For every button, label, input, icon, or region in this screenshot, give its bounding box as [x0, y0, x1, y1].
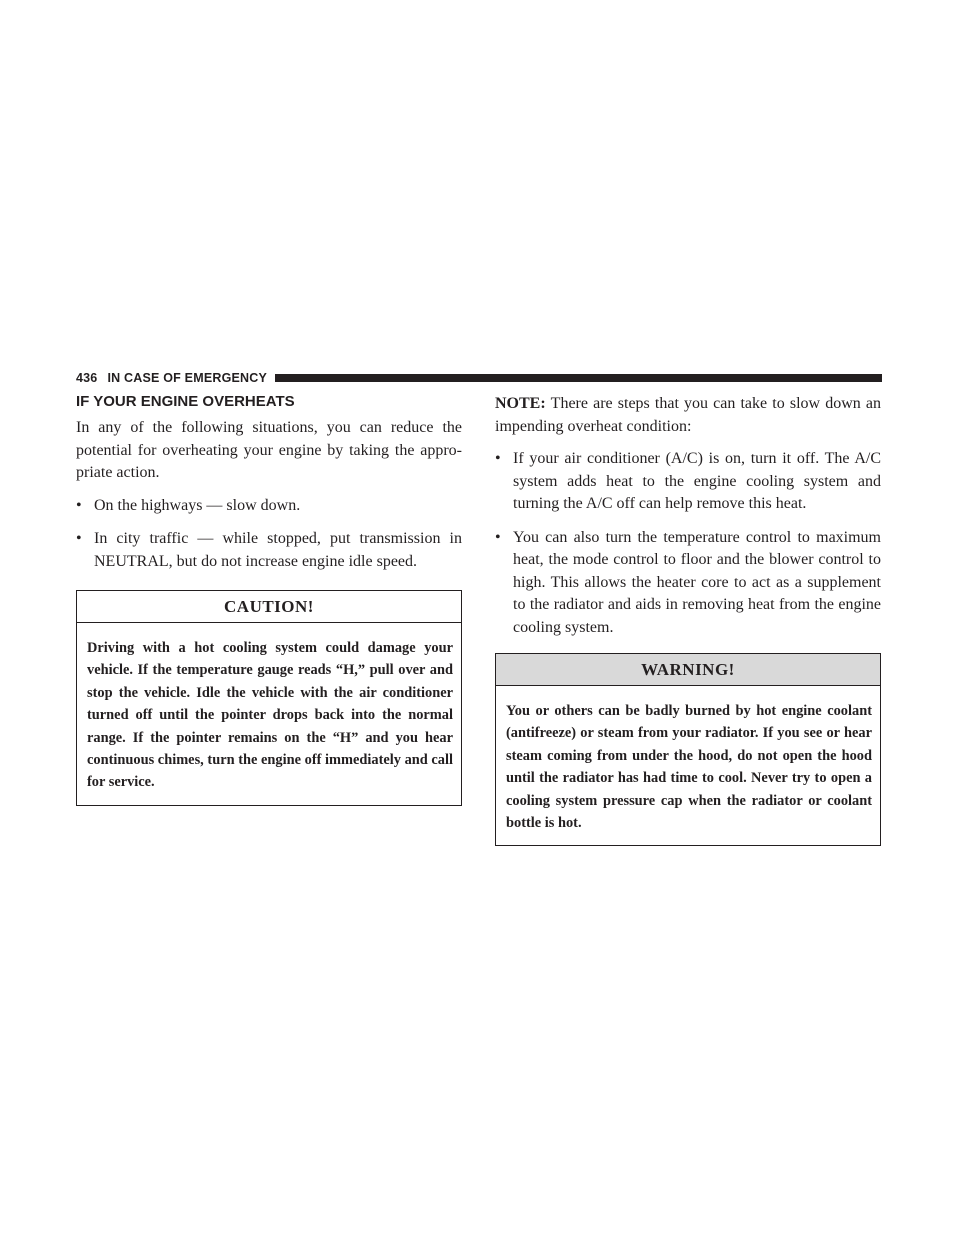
bullet-icon: •: [76, 530, 82, 547]
warning-title: WARNING!: [496, 654, 880, 686]
list-item-text: In city traffic — while stopped, put transmission in NEUTRAL, but do not increase engine idle speed.: [94, 530, 462, 570]
note-label: NOTE:: [495, 395, 546, 412]
caution-box: [76, 590, 462, 806]
overheat-tips-list: [76, 495, 462, 574]
list-item: [495, 527, 881, 640]
list-item-text: If your air conditioner (A/C) is on, turn it off. The A/C system adds heat to the engine cooling system and turning the A/C off can help remove this heat.: [513, 450, 881, 512]
section-heading: IF YOUR ENGINE OVERHEATS: [76, 393, 295, 410]
bullet-icon: •: [495, 528, 501, 546]
intro-paragraph: In any of the following situations, you can reduce the potential for overheating your engine by taking the appro-priate action.: [76, 419, 462, 481]
header-rule: [275, 374, 882, 382]
caution-body: Driving with a hot cooling system could damage your vehicle. If the temperature gauge reads “H,” pull over and stop the vehicle. Idle the vehicle with the air conditioner turned off until the pointer drops back into the normal range. If the pointer remains on the “H” and you hear continuous chimes, turn the engine off immediately and call for service.: [87, 640, 453, 791]
list-item: [76, 528, 462, 573]
bullet-icon: •: [495, 450, 501, 467]
section-title: IN CASE OF EMERGENCY: [107, 371, 268, 385]
list-item-text: On the highways — slow down.: [94, 496, 301, 514]
note-paragraph: [495, 393, 881, 438]
note-text: There are steps that you can take to slow down an impending overheat condition:: [495, 395, 881, 435]
warning-body: You or others can be badly burned by hot engine coolant (antifreeze) or steam from your radiator. If you see or hear steam coming from under the hood, do not open the hood until the radiator has had time to cool. Never try to open a cooling system pressure cap when the radiator or coolant bottle is hot.: [506, 703, 872, 832]
bullet-icon: •: [76, 496, 82, 514]
page-header: [76, 369, 882, 387]
overheat-steps-list: [495, 448, 881, 639]
warning-box: [495, 653, 881, 846]
list-item-text: You can also turn the temperature control to maximum heat, the mode control to floor and the blower control to high. This allows the heater core to act as a supplement to the radiator and aids in removing heat from the engine cooling system.: [513, 528, 881, 636]
right-column: [495, 393, 881, 846]
list-item: [76, 495, 462, 518]
caution-title: CAUTION!: [77, 591, 461, 623]
list-item: [495, 448, 881, 516]
left-column: [76, 393, 462, 806]
page-number: 436: [76, 371, 98, 385]
